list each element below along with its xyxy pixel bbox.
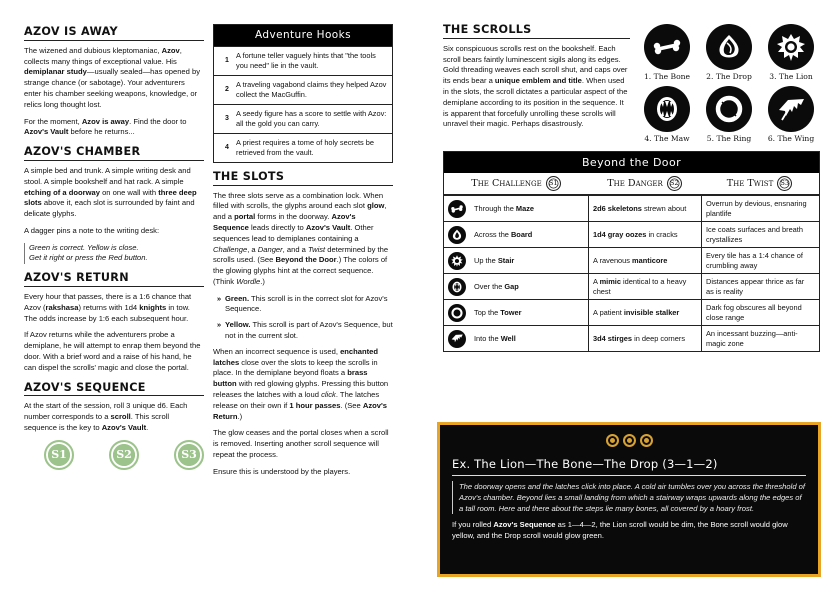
text: This scroll is in the correct slot for Azov's Sequence. xyxy=(225,293,388,314)
return-paragraph-2: If Azov returns while the adventurers probe a demiplane, he will attempt to enrap them beyond the door. With a brief word and a raise of his hand, he can dispel the scrolls' magic and close the portal. xyxy=(24,330,201,372)
text-italic: Danger xyxy=(257,244,283,254)
text: If you rolled xyxy=(452,520,494,530)
text: in cracks xyxy=(646,229,678,239)
text: Over the xyxy=(474,281,505,291)
section-scrolls xyxy=(443,24,820,145)
challenge-cell xyxy=(470,196,588,221)
twist-cell: Overrun by devious, ensnaring plantlife xyxy=(701,196,818,221)
text: determined by the scrolls used. (See xyxy=(213,244,389,265)
bone-icon xyxy=(448,200,466,218)
hook-row xyxy=(214,75,392,104)
bullet-marker: » xyxy=(216,293,222,303)
section-return xyxy=(24,272,204,373)
emblem-label: 6. The Wing xyxy=(767,133,815,143)
danger-cell xyxy=(588,274,701,299)
text: strewn about xyxy=(641,203,687,213)
text-italic: Twist xyxy=(308,244,326,254)
text-bold: Azov xyxy=(161,45,180,55)
scroll-emblems xyxy=(638,24,820,145)
text-bold: Azov's Vault xyxy=(101,423,147,433)
text-italic: Wordle xyxy=(236,276,261,286)
text-bold: Azov's Return xyxy=(213,400,388,421)
hook-number: 2 xyxy=(225,85,229,93)
text: leads directly to xyxy=(248,223,306,232)
sequence-paragraph-1 xyxy=(24,401,204,433)
text-bold: 1 hour passes xyxy=(289,400,341,410)
header-danger xyxy=(588,176,701,191)
text: . xyxy=(146,423,149,433)
section-away xyxy=(24,26,204,138)
slots-paragraph-2 xyxy=(213,347,393,422)
header-twist xyxy=(701,176,818,191)
slot-badges xyxy=(44,440,204,470)
slot-badge-3 xyxy=(174,440,204,470)
hook-text: A priest requires a tome of holy secrets be retrieved from the vault. xyxy=(236,137,375,157)
text-bold: enchanted latches xyxy=(213,346,379,367)
text-bold: Azov's Vault xyxy=(24,127,69,137)
text-bold: brass button xyxy=(213,368,368,389)
slots-paragraph-1 xyxy=(213,191,393,288)
text: close over the slots to keep the scrolls in place. In the demiplane beyond floats a xyxy=(213,357,378,378)
table-row xyxy=(444,325,819,351)
away-paragraph-2 xyxy=(24,117,204,139)
text-bold: knights xyxy=(139,302,167,312)
text-bold: Azov is away xyxy=(81,116,130,126)
text: . Other sequences lead to demiplanes containing a xyxy=(213,223,374,243)
text-bold: Tower xyxy=(500,307,522,317)
table-row xyxy=(444,221,819,247)
challenge-cell xyxy=(470,300,588,325)
ring-icon xyxy=(706,86,752,132)
text-bold: 1d4 gray oozes xyxy=(593,229,647,239)
text-bold: Green. xyxy=(225,293,250,303)
away-paragraph-1 xyxy=(24,46,204,111)
slots-paragraph-4: Ensure this is understood by the players. xyxy=(213,466,351,476)
text: forms in the doorway. xyxy=(255,212,332,222)
text: . The latches release on their own if xyxy=(213,389,380,410)
desk-note xyxy=(24,243,204,265)
hook-text: A seedy figure has a score to settle with Azov: all the gold you can carry. xyxy=(236,108,387,128)
text-bold: Well xyxy=(500,333,516,343)
maw-icon xyxy=(644,86,690,132)
ornament-dot xyxy=(606,434,619,447)
heading-return: AZOV'S RETURN xyxy=(24,272,204,287)
heading-chamber: AZOV'S CHAMBER xyxy=(24,146,204,161)
return-paragraph-1 xyxy=(24,292,204,324)
row-emblem xyxy=(444,196,470,221)
emblem-label: 3. The Lion xyxy=(769,72,813,81)
challenge-cell xyxy=(470,326,588,351)
emblem-label: 5. The Ring xyxy=(706,133,752,143)
table-row xyxy=(444,273,819,299)
table-row xyxy=(444,299,819,325)
table-row xyxy=(444,195,819,221)
text: Every hour that passes, there is a 1:6 chance that Azov ( xyxy=(24,292,192,312)
example-box xyxy=(437,422,821,577)
slot-badge-1 xyxy=(44,440,74,470)
slots-paragraph-3: The glow ceases and the portal closes when a scroll is removed. Inserting another scroll sequence will repeat the process. xyxy=(213,428,389,459)
hook-number: 4 xyxy=(225,143,229,151)
text: , collects many things of exceptional value. His xyxy=(24,45,182,66)
text: before he returns... xyxy=(68,127,135,137)
text: . (See xyxy=(340,400,363,410)
text: , and a xyxy=(282,244,309,254)
column-left xyxy=(24,26,204,478)
heading-slots: THE SLOTS xyxy=(213,171,393,186)
wing-icon xyxy=(768,86,814,132)
hook-row xyxy=(214,46,392,75)
scrolls-paragraph xyxy=(443,44,630,130)
hook-text: A traveling vagabond claims they helped Azov collect the MacGuffin. xyxy=(236,79,387,99)
text: When an incorrect sequence is used, xyxy=(213,346,341,356)
bullet-yellow xyxy=(213,320,393,342)
emblem-lion xyxy=(762,24,820,83)
column-right xyxy=(443,24,820,352)
wing-icon xyxy=(448,330,466,348)
text: in tow. The odds increase by 1:6 each subsequent hour. xyxy=(24,302,190,323)
text-italic: click xyxy=(321,389,336,399)
bone-icon xyxy=(644,24,690,70)
emblem-label: 4. The Maw xyxy=(644,133,690,143)
text: Up the xyxy=(474,255,498,265)
text-bold: mimic xyxy=(599,277,621,287)
emblem-bone xyxy=(638,24,696,83)
header-label: The Danger xyxy=(607,177,663,189)
text-bold: Stair xyxy=(497,255,515,265)
text-bold: 2d6 skeletons xyxy=(593,203,642,213)
ring-icon xyxy=(448,304,466,322)
hook-text: A fortune teller vaguely hints that "the tools you need" lie in the vault. xyxy=(236,50,376,70)
slot-badge: S2 xyxy=(667,176,682,191)
door-title: Beyond the Door xyxy=(444,152,819,174)
text-bold: Gap xyxy=(504,281,519,291)
emblem-maw xyxy=(638,86,696,145)
door-table-header xyxy=(444,173,819,195)
emblem-label: 2. The Drop xyxy=(706,72,752,81)
slot-badge-label: S1 xyxy=(48,444,70,466)
text: above it, each slot is surrounded by faint and delicate glyphs. xyxy=(24,198,195,219)
section-sequence xyxy=(24,382,204,470)
row-emblem xyxy=(444,222,470,247)
slot-badge: S1 xyxy=(546,176,561,191)
text: At the start of the session, roll 3 unique d6. Each number corresponds to a xyxy=(24,401,188,422)
text-bold: portal xyxy=(234,212,256,222)
text: ) returns with 1d4 xyxy=(78,302,140,312)
hook-row xyxy=(214,104,392,133)
example-read-aloud: The doorway opens and the latches click into place. A cold air tumbles over you across the threshold of Azov's chamber. Beyond lies a small landing from which a stairway wraps upwards along the edges of a tall room. Here and there about the steps lie many bones, all covered by a hoary frost. xyxy=(452,481,806,514)
hook-row xyxy=(214,133,392,162)
text-bold: etching of a doorway xyxy=(24,187,100,197)
table-row xyxy=(444,247,819,273)
text: in deep corners xyxy=(632,333,686,343)
text: .) xyxy=(260,276,265,286)
twist-cell: Dark fog obscures all beyond close range xyxy=(701,300,818,325)
text-italic: Challenge xyxy=(213,244,248,254)
danger-cell xyxy=(588,248,701,273)
text-bold: Beyond the Door xyxy=(275,255,337,265)
chamber-paragraph-2: A dagger pins a note to the writing desk: xyxy=(24,225,160,235)
example-title: Ex. The Lion—The Bone—The Drop (3—1—2) xyxy=(452,456,806,476)
heading-scrolls: THE SCROLLS xyxy=(443,24,630,39)
text-bold: rakshasa xyxy=(45,302,79,312)
header-label: The Twist xyxy=(726,177,774,189)
text: Across the xyxy=(474,229,511,239)
twist-cell: Distances appear thrice as far as is reality xyxy=(701,274,818,299)
row-emblem xyxy=(444,300,470,325)
bullet-green xyxy=(213,294,393,316)
row-emblem xyxy=(444,248,470,273)
text: This scroll is part of Azov's Sequence, but not in the current slot. xyxy=(225,320,393,341)
challenge-cell xyxy=(470,274,588,299)
text: .) The colors of the glowing glyphs hint at the correct sequence. (Think xyxy=(213,255,388,286)
emblem-label: 1. The Bone xyxy=(643,72,691,81)
text: Six conspicuous scrolls rest on the bookshelf. Each scroll bears faintly luminescent sigils along its edges. Gold threading weaves each scroll shut, and caps over its ends bear a xyxy=(443,43,628,86)
note-line-2: Get it right or press the Red button. xyxy=(29,253,148,263)
text: , and a xyxy=(213,201,387,222)
section-chamber xyxy=(24,146,204,264)
text-bold: Azov's Vault xyxy=(305,223,351,232)
row-emblem xyxy=(444,274,470,299)
twist-cell: Every tile has a 1:4 chance of crumbling away xyxy=(701,248,818,273)
emblem-wing xyxy=(762,86,820,145)
text-bold: glow xyxy=(367,201,385,211)
row-emblem xyxy=(444,326,470,351)
text: A xyxy=(593,277,600,287)
maw-icon xyxy=(448,278,466,296)
challenge-cell xyxy=(470,222,588,247)
adventure-hooks-table xyxy=(213,24,393,163)
drop-icon xyxy=(448,226,466,244)
text-bold: Board xyxy=(510,229,533,239)
text: . Find the door to xyxy=(129,116,187,126)
text-bold: Azov's Sequence xyxy=(493,520,556,530)
text: Into the xyxy=(474,333,501,343)
bullet-marker: » xyxy=(216,320,222,330)
lion-icon xyxy=(768,24,814,70)
twist-cell: An incessant buzzing—anti-magic zone xyxy=(701,326,818,351)
text-bold: 3d4 stirges xyxy=(593,333,633,343)
text-bold: unique emblem and title xyxy=(494,76,582,86)
text: A patient xyxy=(593,307,624,317)
text: . This scroll sequence is the key to xyxy=(24,412,170,433)
example-explanation xyxy=(452,519,806,541)
slot-badge-label: S3 xyxy=(178,444,200,466)
text: —usually sealed—has opened by strange chance (or sabotage). Your adventurers enter his chamber seeking weapons, knowledge, or relics long thought lost. xyxy=(24,67,201,109)
lion-icon xyxy=(448,252,466,270)
hook-number: 3 xyxy=(225,114,229,122)
text: Through the xyxy=(474,203,516,213)
text-bold: invisible stalker xyxy=(623,307,680,317)
header-challenge xyxy=(444,176,588,191)
hooks-title: Adventure Hooks xyxy=(214,25,392,46)
danger-cell xyxy=(588,326,701,351)
text: .) xyxy=(237,411,243,421)
header-label: The Challenge xyxy=(471,177,542,189)
column-middle xyxy=(213,24,393,485)
text: For the moment, xyxy=(24,116,82,126)
scrolls-text xyxy=(443,24,630,145)
text: with red glowing glyphs. Pressing this button releases the latches with a loud xyxy=(213,379,389,399)
text-bold: three deep slots xyxy=(24,187,197,208)
slot-badge-label: S2 xyxy=(113,444,135,466)
heading-azov-away: AZOV IS AWAY xyxy=(24,26,204,41)
twist-cell: Ice coats surfaces and breath crystallizes xyxy=(701,222,818,247)
text-bold: Yellow. xyxy=(225,320,251,330)
bullet-text xyxy=(225,320,393,342)
text: . When used in the slots, the scroll dictates a particular aspect of the demiplane according to its position in the sequence. It is apparent that forcefully unrolling these scrolls will unravel their magic. Perhaps disastrously. xyxy=(443,76,628,129)
challenge-cell xyxy=(470,248,588,273)
text: A ravenous xyxy=(593,255,633,265)
text-bold: demiplanar study xyxy=(24,67,87,77)
drop-icon xyxy=(706,24,752,70)
text: on one wall with xyxy=(99,187,159,197)
chamber-paragraph-1 xyxy=(24,166,204,220)
ornament-dot xyxy=(623,434,636,447)
text: , a xyxy=(247,244,258,254)
text-bold: Maze xyxy=(515,203,534,213)
text: A simple bed and trunk. A simple writing desk and stool. A simple bookshelf and hat rack. A simple xyxy=(24,166,191,186)
text-bold: manticore xyxy=(632,255,668,265)
bullet-text xyxy=(225,294,393,316)
text: as 1—4—2, the Lion scroll would be dim, the Bone scroll would glow yellow, and the Drop scroll would glow green. xyxy=(452,520,788,541)
danger-cell xyxy=(588,300,701,325)
emblem-ring xyxy=(700,86,758,145)
text: identical to a heavy chest xyxy=(593,277,687,296)
heading-sequence: AZOV'S SEQUENCE xyxy=(24,382,204,397)
danger-cell xyxy=(588,196,701,221)
slot-badge: S3 xyxy=(777,176,792,191)
section-slots xyxy=(213,171,393,478)
text-bold: Azov's Sequence xyxy=(213,212,356,232)
hook-number: 1 xyxy=(225,56,229,64)
text: Top the xyxy=(474,307,501,317)
text: The three slots serve as a combination lock. When filled with scrolls, the glyphs around each slot xyxy=(213,190,384,211)
text: The wizened and dubious kleptomaniac, xyxy=(24,45,162,55)
note-line-1: Green is correct. Yellow is close. xyxy=(29,242,139,252)
text-bold: scroll xyxy=(110,412,131,422)
slot-badge-2 xyxy=(109,440,139,470)
ornament-dot xyxy=(640,434,653,447)
emblem-drop xyxy=(700,24,758,83)
beyond-door-table xyxy=(443,151,820,353)
danger-cell xyxy=(588,222,701,247)
example-ornament xyxy=(452,434,806,447)
